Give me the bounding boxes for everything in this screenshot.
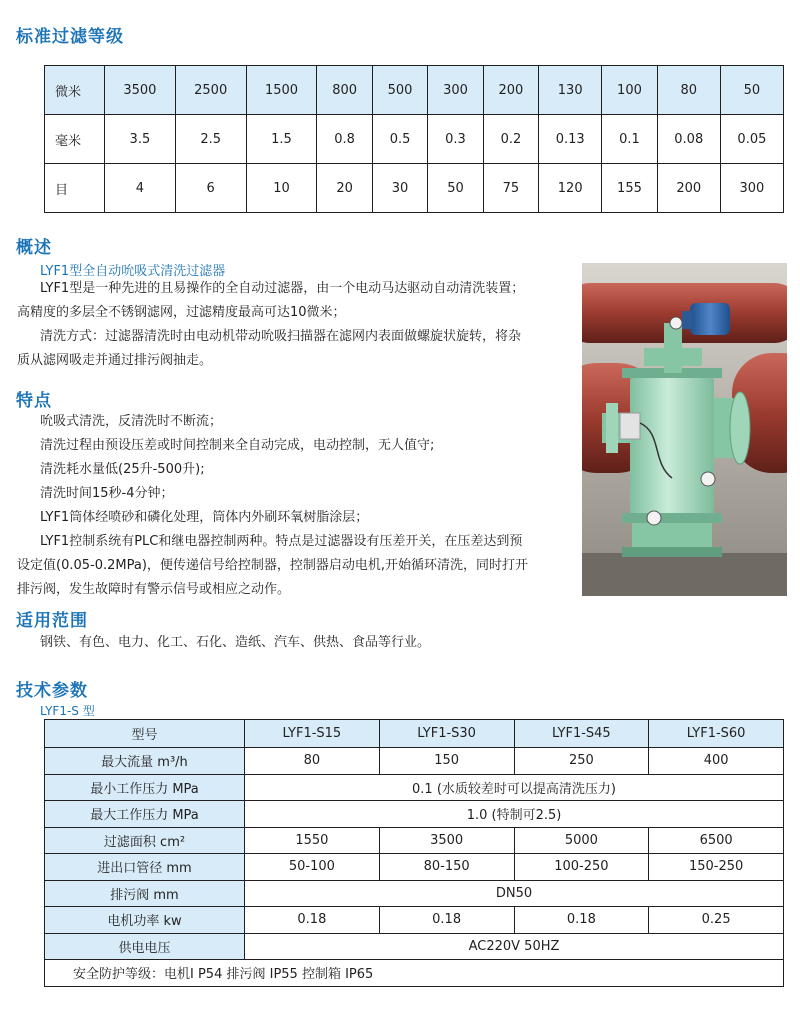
product-photo (582, 263, 787, 596)
overview-line-2: 高精度的多层全不锈钢滤网，过滤精度最高可达10微米； (17, 305, 346, 320)
grade-cell: 2.5 (175, 115, 246, 164)
features-section-title: 特点 (16, 391, 52, 411)
cell: 0.1 (水质较差时可以提高清洗压力) (245, 774, 784, 801)
grade-cell: 1.5 (246, 115, 317, 164)
cell: 0.18 (379, 907, 514, 934)
grade-cell: 300 (428, 66, 483, 115)
cell: 5000 (514, 827, 649, 854)
cell: 80-150 (379, 854, 514, 881)
row-label: 进出口管径 mm (45, 854, 245, 881)
cell: 150-250 (649, 854, 784, 881)
row-label: 过滤面积 cm² (45, 827, 245, 854)
overview-line-1: LYF1型是一种先进的且易操作的全自动过滤器，由一个电动马达驱动自动清洗装置； (40, 281, 525, 296)
grade-cell: 0.05 (720, 115, 783, 164)
params-section-title: 技术参数 (16, 681, 88, 701)
row-label: 供电电压 (45, 933, 245, 960)
grade-cell: 0.3 (428, 115, 483, 164)
overview-line-4: 质从滤网吸走并通过排污阀抽走。 (17, 353, 213, 368)
grade-cell: 155 (602, 164, 657, 213)
grade-cell: 800 (317, 66, 372, 115)
params-row-max-pressure (45, 801, 784, 828)
grade-cell: 0.08 (657, 115, 720, 164)
header-cell: LYF1-S15 (245, 720, 380, 748)
overview-line-3: 清洗方式：过滤器清洗时由电动机带动吮吸扫描器在滤网内表面做螺旋状旋转，将杂 (40, 329, 522, 344)
cell: 80 (245, 748, 380, 775)
grade-cell: 6 (175, 164, 246, 213)
params-row-protection (45, 960, 784, 987)
grade-row-label: 毫米 (45, 115, 105, 164)
grade-cell: 0.1 (602, 115, 657, 164)
header-cell: 型号 (45, 720, 245, 748)
params-header-row (45, 720, 784, 748)
grade-cell: 120 (539, 164, 602, 213)
params-row-max-flow (45, 748, 784, 775)
cell: 6500 (649, 827, 784, 854)
feature-line: LYF1控制系统有PLC和继电器控制两种。特点是过滤器设有压差开关，在压差达到预 (40, 534, 523, 549)
grade-cell: 3.5 (105, 115, 176, 164)
technical-params-table (44, 719, 784, 987)
grade-cell: 200 (657, 164, 720, 213)
header-cell: LYF1-S45 (514, 720, 649, 748)
feature-line: LYF1筒体经喷砂和磷化处理，筒体内外刷环氧树脂涂层； (40, 510, 369, 525)
cell: 100-250 (514, 854, 649, 881)
params-row-pipe-diameter (45, 854, 784, 881)
cell: 1.0 (特制可2.5) (245, 801, 784, 828)
feature-line: 设定值(0.05-0.2MPa)，便传递信号给控制器，控制器启动电机,开始循环清洗，同时打开 (17, 558, 529, 573)
grade-cell: 200 (483, 66, 538, 115)
grade-cell: 3500 (105, 66, 176, 115)
cell: 3500 (379, 827, 514, 854)
feature-line: 排污阀，发生故障时有警示信号或相应之动作。 (17, 582, 291, 597)
row-label: 电机功率 kw (45, 907, 245, 934)
grade-cell: 4 (105, 164, 176, 213)
grade-cell: 30 (372, 164, 427, 213)
params-row-filter-area (45, 827, 784, 854)
params-subtitle: LYF1-S 型 (40, 704, 95, 718)
filtration-grade-table (44, 65, 784, 213)
overview-section-title: 概述 (16, 238, 52, 258)
feature-line: 清洗过程由预设压差或时间控制来全自动完成，电动控制，无人值守; (40, 438, 435, 453)
cell: 150 (379, 748, 514, 775)
feature-line: 清洗耗水量低(25升-500升); (40, 462, 205, 477)
grade-row-label: 目 (45, 164, 105, 213)
overview-subtitle: LYF1型全自动吮吸式清洗过滤器 (40, 264, 226, 279)
grade-cell: 10 (246, 164, 317, 213)
grade-row (45, 66, 784, 115)
grade-cell: 20 (317, 164, 372, 213)
cell: AC220V 50HZ (245, 933, 784, 960)
grade-cell: 100 (602, 66, 657, 115)
cell: 0.18 (514, 907, 649, 934)
grade-cell: 0.5 (372, 115, 427, 164)
cell: 50-100 (245, 854, 380, 881)
grade-cell: 500 (372, 66, 427, 115)
params-row-min-pressure (45, 774, 784, 801)
grade-cell: 0.13 (539, 115, 602, 164)
grade-cell: 80 (657, 66, 720, 115)
protection-cell: 安全防护等级：电机I P54 排污阀 IP55 控制箱 IP65 (45, 960, 784, 987)
params-row-drain-valve (45, 880, 784, 907)
scope-section-title: 适用范围 (16, 611, 88, 631)
grade-row-label: 微米 (45, 66, 105, 115)
cell: 0.18 (245, 907, 380, 934)
grade-section-title: 标准过滤等级 (16, 27, 124, 47)
cell: 400 (649, 748, 784, 775)
params-row-power-supply (45, 933, 784, 960)
header-cell: LYF1-S30 (379, 720, 514, 748)
grade-cell: 50 (428, 164, 483, 213)
params-row-motor-power (45, 907, 784, 934)
row-label: 最大工作压力 MPa (45, 801, 245, 828)
grade-cell: 2500 (175, 66, 246, 115)
cell: DN50 (245, 880, 784, 907)
cell: 1550 (245, 827, 380, 854)
cell: 250 (514, 748, 649, 775)
header-cell: LYF1-S60 (649, 720, 784, 748)
scope-text: 钢铁、有色、电力、化工、石化、造纸、汽车、供热、食品等行业。 (40, 635, 431, 650)
grade-cell: 50 (720, 66, 783, 115)
grade-cell: 0.2 (483, 115, 538, 164)
row-label: 最小工作压力 MPa (45, 774, 245, 801)
row-label: 最大流量 m³/h (45, 748, 245, 775)
grade-row (45, 164, 784, 213)
grade-cell: 300 (720, 164, 783, 213)
feature-line: 吮吸式清洗，反清洗时不断流； (40, 414, 223, 429)
grade-cell: 1500 (246, 66, 317, 115)
feature-line: 清洗时间15秒-4分钟； (40, 486, 174, 501)
row-label: 排污阀 mm (45, 880, 245, 907)
grade-cell: 75 (483, 164, 538, 213)
grade-cell: 0.8 (317, 115, 372, 164)
cell: 0.25 (649, 907, 784, 934)
grade-cell: 130 (539, 66, 602, 115)
grade-row (45, 115, 784, 164)
